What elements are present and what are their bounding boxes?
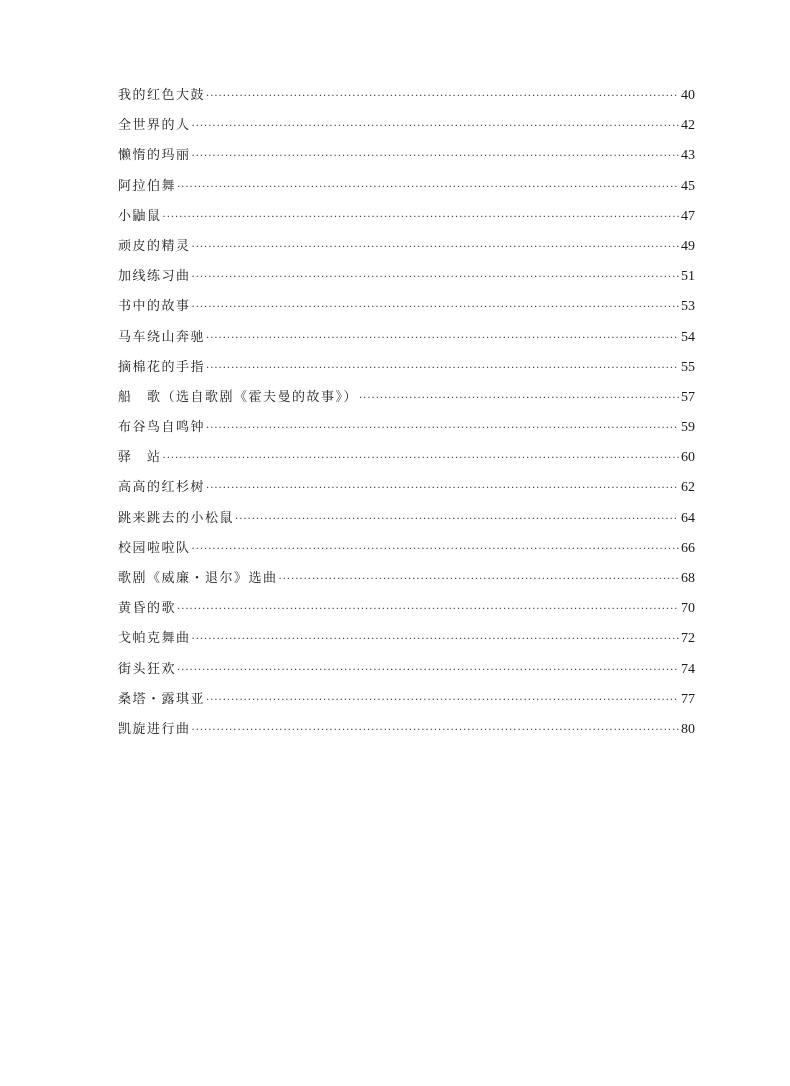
dot-leader — [192, 298, 679, 318]
toc-entry-page: 54 — [681, 329, 695, 345]
dot-leader — [192, 238, 679, 258]
dot-leader — [206, 479, 679, 499]
dot-leader — [206, 691, 679, 711]
toc-entry[interactable] — [118, 237, 695, 267]
toc-entry[interactable] — [118, 116, 695, 146]
toc-entry-title: 顽皮的精灵 — [118, 238, 191, 254]
toc-entry-title: 布谷鸟自鸣钟 — [118, 420, 206, 436]
toc-entry[interactable] — [118, 478, 695, 508]
toc-entry[interactable] — [118, 629, 695, 659]
toc-entry-page: 74 — [681, 661, 695, 677]
toc-entry-title: 驿 站 — [118, 450, 162, 466]
toc-entry[interactable] — [118, 177, 695, 207]
toc-entry[interactable] — [118, 418, 695, 448]
dot-leader — [206, 87, 679, 107]
toc-entry-title: 书中的故事 — [118, 299, 191, 315]
toc-entry-page: 47 — [681, 208, 695, 224]
toc-entry-page: 64 — [681, 510, 695, 526]
toc-entry[interactable] — [118, 448, 695, 478]
dot-leader — [192, 268, 679, 288]
dot-leader — [359, 389, 679, 409]
dot-leader — [279, 570, 679, 590]
toc-entry-title: 桑塔・露琪亚 — [118, 691, 206, 707]
toc-entry-title: 加线练习曲 — [118, 269, 191, 285]
toc-entry-title: 懒惰的玛丽 — [118, 148, 191, 164]
toc-entry-page: 72 — [681, 631, 695, 647]
toc-entry[interactable] — [118, 720, 695, 750]
toc-entry-page: 57 — [681, 389, 695, 405]
toc-entry-title: 我的红色大鼓 — [118, 88, 206, 103]
dot-leader — [163, 449, 679, 469]
toc-entry-title: 摘棉花的手指 — [118, 359, 206, 375]
toc-entry-page: 77 — [681, 691, 695, 707]
dot-leader — [206, 419, 679, 439]
toc-entry[interactable] — [118, 146, 695, 176]
toc-entry-title: 街头狂欢 — [118, 661, 177, 677]
toc-entry-title: 船 歌（选自歌剧《霍夫曼的故事》） — [118, 389, 359, 405]
toc-entry[interactable] — [118, 509, 695, 539]
toc-entry[interactable] — [118, 328, 695, 358]
toc-entry[interactable] — [118, 569, 695, 599]
toc-entry-title: 校园啦啦队 — [118, 540, 191, 556]
dot-leader — [235, 510, 679, 530]
toc-entry-page: 45 — [681, 178, 695, 194]
toc-entry[interactable] — [118, 358, 695, 388]
toc-entry-title: 阿拉伯舞 — [118, 178, 177, 194]
toc-entry-title: 小鼬鼠 — [118, 208, 162, 224]
toc-entry-page: 55 — [681, 359, 695, 375]
toc-entry-title: 戈帕克舞曲 — [118, 631, 191, 647]
toc-entry-page: 62 — [681, 480, 695, 496]
dot-leader — [177, 600, 679, 620]
toc-entry-title: 黄昏的歌 — [118, 601, 177, 617]
toc-entry[interactable] — [118, 207, 695, 237]
dot-leader — [206, 329, 679, 349]
toc-entry[interactable] — [118, 388, 695, 418]
toc-entry-page: 66 — [681, 540, 695, 556]
toc-entry-page: 42 — [681, 118, 695, 134]
dot-leader — [192, 147, 679, 167]
dot-leader — [192, 721, 679, 741]
toc-entry-page: 53 — [681, 299, 695, 315]
toc-entry-title: 全世界的人 — [118, 118, 191, 134]
toc-entry-title: 歌剧《威廉・退尔》选曲 — [118, 571, 278, 586]
toc-entry[interactable] — [118, 599, 695, 629]
toc-entry[interactable] — [118, 539, 695, 569]
dot-leader — [192, 540, 679, 560]
toc-entry-title: 马车绕山奔驰 — [118, 329, 206, 345]
toc-entry-page: 40 — [681, 88, 695, 103]
toc-entry-page: 51 — [681, 269, 695, 285]
toc-entry[interactable] — [118, 297, 695, 327]
toc-entry-title: 跳来跳去的小松鼠 — [118, 510, 235, 526]
dot-leader — [163, 208, 679, 228]
toc-entry-page: 59 — [681, 420, 695, 436]
dot-leader — [192, 117, 679, 137]
table-of-contents — [118, 86, 695, 750]
dot-leader — [177, 178, 679, 198]
toc-entry[interactable] — [118, 690, 695, 720]
toc-entry[interactable] — [118, 660, 695, 690]
toc-entry-page: 60 — [681, 450, 695, 466]
toc-entry-page: 70 — [681, 601, 695, 617]
toc-entry-page: 49 — [681, 238, 695, 254]
dot-leader — [192, 630, 679, 650]
toc-entry-page: 43 — [681, 148, 695, 164]
toc-entry[interactable] — [118, 267, 695, 297]
dot-leader — [206, 359, 679, 379]
dot-leader — [177, 661, 679, 681]
toc-entry-title: 凯旋进行曲 — [118, 721, 191, 737]
toc-entry-page: 80 — [681, 721, 695, 737]
toc-entry[interactable] — [118, 86, 695, 116]
toc-entry-title: 高高的红杉树 — [118, 480, 206, 496]
toc-entry-page: 68 — [681, 571, 695, 586]
